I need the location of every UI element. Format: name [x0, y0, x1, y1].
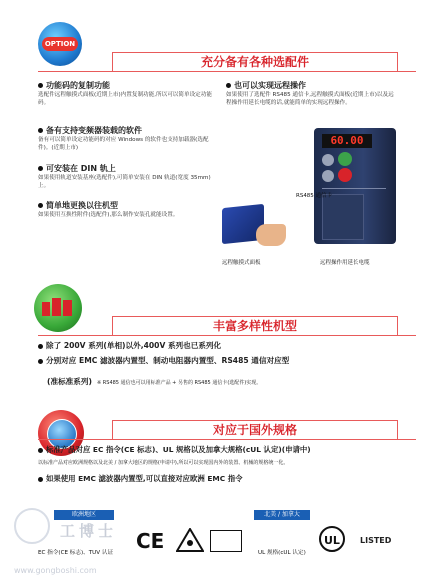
standards-line1: 标准产品对应 EC 指令(CE 标志)、UL 规格以及加拿大规格(cUL 认定)(申请中) — [46, 445, 311, 454]
section-models-title: 丰富多样性机型 — [212, 319, 297, 333]
option-heading: 可安装在 DIN 轨上 — [46, 164, 116, 173]
divider — [38, 335, 416, 336]
standards-content — [38, 444, 418, 484]
models-content — [38, 340, 418, 388]
watermark-logo — [14, 508, 50, 544]
models-line2: 分别对应 EMC 滤波器内置型、制动电阻器内置型、RS485 通信对应型 — [46, 356, 290, 365]
bullet-icon — [38, 359, 43, 364]
bullet-icon — [38, 203, 43, 208]
bullet-icon — [38, 128, 43, 133]
watermark-url: www.gongboshi.com — [14, 566, 97, 575]
bullet-icon — [38, 477, 43, 482]
section-standards-titlebar — [112, 420, 398, 440]
options-left-column — [38, 80, 216, 219]
models-line3: (准标准系列) — [47, 377, 92, 386]
option-label: OPTION — [42, 37, 78, 51]
listed-label: LISTED — [360, 536, 392, 545]
models-line3-note: ※ RS485 通信也可以用标准产品 + 另售的 RS485 通信卡(选配件)实现。 — [97, 380, 262, 386]
option-badge — [38, 22, 82, 66]
hand-image — [256, 224, 286, 246]
options-right-column — [226, 80, 398, 107]
option-body: 如果使用互换性附件(选配件),那么制作安装孔就能设置。 — [38, 212, 179, 218]
svg-text:CE: CE — [136, 530, 164, 550]
section-options-titlebar — [112, 52, 398, 72]
region-na-label: 北美 / 加拿大 — [254, 510, 310, 520]
ce-mark-icon — [136, 530, 164, 550]
option-heading: 也可以实现远程操作 — [234, 81, 306, 90]
inverter-image — [314, 128, 396, 244]
bullet-icon — [38, 166, 43, 171]
option-body: 如果使用轨道安装基座(选配件),可简单安装在 DIN 轨道(宽度 35mm)上。 — [38, 175, 211, 189]
caption-cable: 远程操作用延长电缆 — [320, 260, 370, 266]
option-body: 选配件远程触摸式面板(近期上市)内置复制功能,所以可以简单设定功能码。 — [38, 92, 212, 106]
svg-text:UL: UL — [324, 534, 340, 547]
section-standards-title: 对应于国外规格 — [212, 423, 297, 437]
keypad-button — [322, 170, 334, 182]
section-options-title: 充分备有各种选配件 — [200, 55, 309, 69]
inverter-display: 60.00 — [322, 134, 372, 148]
caption-rs485: RS485 通信卡 — [296, 193, 333, 199]
section-models-titlebar — [112, 316, 398, 336]
keypad-button — [338, 152, 352, 166]
models-icon — [34, 284, 82, 332]
option-heading: 备有支持变频器装载的软件 — [46, 126, 142, 135]
keypad-button — [338, 168, 352, 182]
option-heading: 简单地更换以往机型 — [46, 201, 118, 210]
divider — [38, 439, 416, 440]
option-body: 备有可以简单设定功能码的对应 Windows 的软件也支持加载器(选配件)。(近期上市) — [38, 137, 209, 151]
na-caption: UL 规格(cUL 认定) — [258, 550, 306, 556]
keypad-button — [322, 154, 334, 166]
caption-panel: 远程触摸式面板 — [222, 260, 261, 266]
tuv-mark-icon — [176, 528, 204, 552]
bullet-icon — [38, 448, 43, 453]
watermark-text: 工博士 — [60, 522, 118, 540]
bullet-icon — [38, 83, 43, 88]
bullet-icon — [226, 83, 231, 88]
standards-line1-note: 以标准产品对应欧洲规格以及北美 / 加拿大地区的规格(申请中),所以可以实现国内外的装置、机械的规格统一化。 — [38, 460, 289, 466]
option-body: 如果使用了选配件 RS485 通信卡,远程触摸式面板(近期上市)以及远程操作用延长电缆的话,就能简单的实现远程操作。 — [226, 92, 394, 106]
divider — [38, 71, 416, 72]
bullet-icon — [38, 344, 43, 349]
region-eu-label: 欧洲地区 — [54, 510, 114, 520]
safety-mark-icon — [210, 530, 242, 552]
models-line1: 除了 200V 系列(单相)以外,400V 系列也已系列化 — [46, 341, 222, 350]
standards-line2: 如果使用 EMC 滤波器内置型,可以直接对应欧洲 EMC 指令 — [46, 474, 243, 483]
option-heading: 功能码的复制功能 — [46, 81, 110, 90]
ul-mark-icon — [318, 526, 346, 552]
eu-caption: EC 指令(CE 标志)、TUV 认证 — [38, 550, 114, 556]
